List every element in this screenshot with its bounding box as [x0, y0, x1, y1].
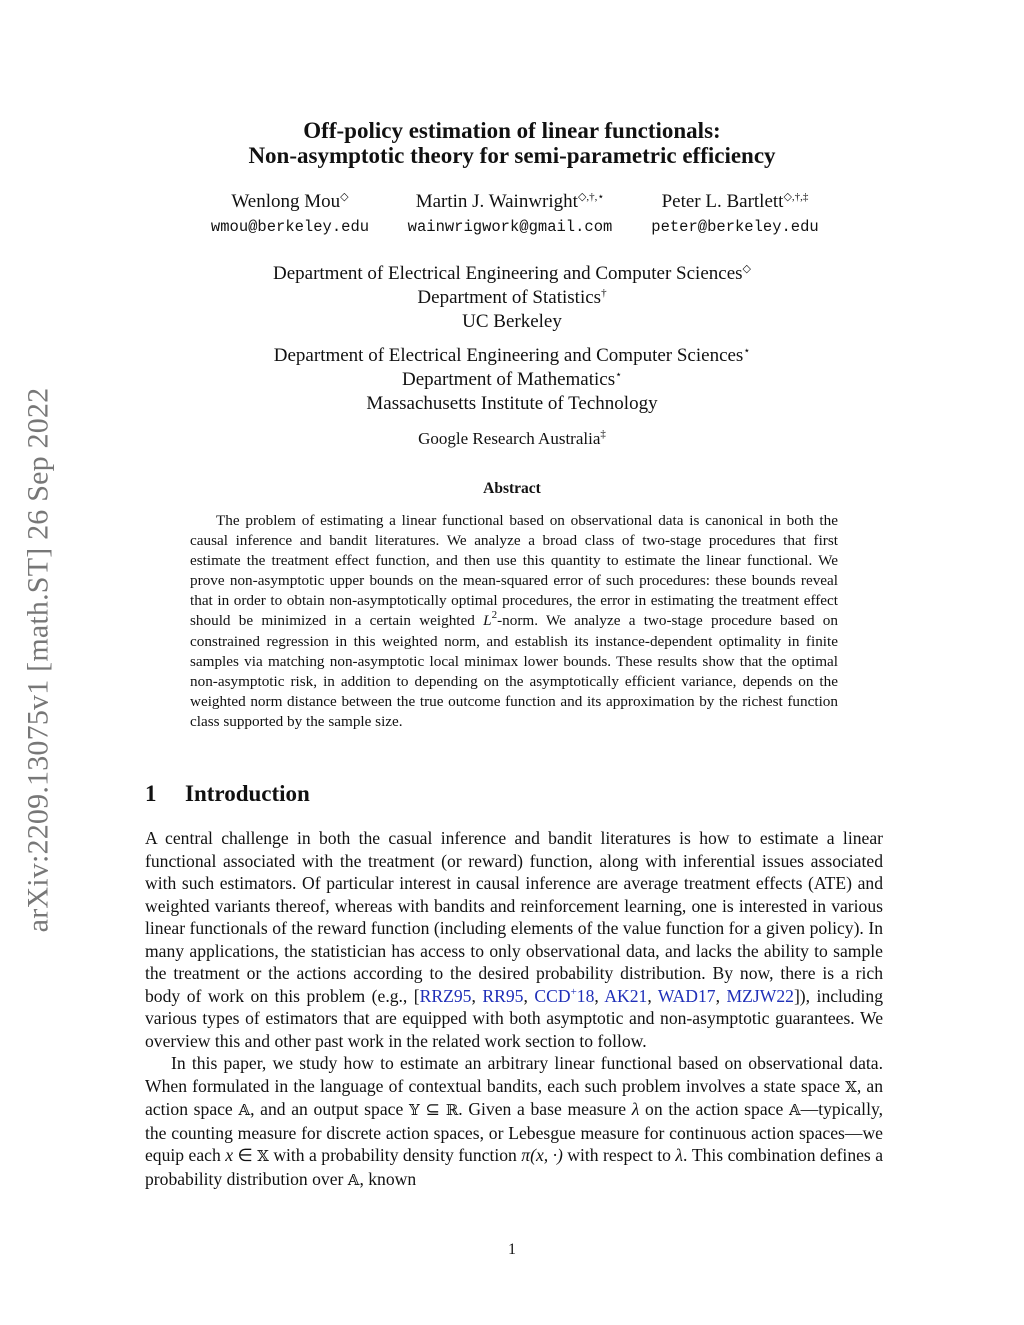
affiliation-line: Department of Electrical Engineering and Computer Sciences — [273, 345, 744, 366]
math-symbol-A: 𝔸 — [788, 1101, 801, 1119]
math-symbol-x: x — [225, 1145, 234, 1165]
citation-text: CCD — [534, 985, 571, 1006]
affiliation-line: Department of Mathematics — [401, 369, 616, 390]
abstract-part-2: -norm. We analyze a two-stage procedure based on constrained regression in this weighted norm, and establish its instance-dependent optimality in finite samples via matching non-asymptotic local minimax lower bounds. These results show that the optimal non-asymptotic risk, in addition to depending on the asymptotically efficient variance, depends on the weighted norm distance between the true outcome function and its approximation by the richest function class supported by the sample size. — [190, 612, 838, 730]
author-marks: ◇,†,⋆ — [577, 191, 605, 203]
intro-text: on the action space — [639, 1099, 789, 1119]
citation-link[interactable]: RR95 — [482, 985, 524, 1006]
norm-symbol: L — [483, 612, 492, 630]
section-heading — [145, 781, 310, 807]
intro-text: , known — [359, 1168, 417, 1189]
intro-text: . Given a base measure — [458, 1099, 632, 1119]
math-symbol-subseteq: ⊆ — [419, 1099, 446, 1119]
section-title: Introduction — [185, 781, 310, 806]
math-expression-pi: π(x, ·) — [521, 1145, 563, 1165]
author-name: Peter L. Bartlett — [661, 191, 784, 212]
affiliation-line: Department of Electrical Engineering and Computer Sciences — [272, 263, 743, 284]
affiliation-mark: † — [601, 287, 607, 299]
author-1 — [190, 191, 390, 237]
introduction-body — [145, 827, 883, 1191]
citation-link[interactable]: MZJW22 — [726, 985, 794, 1006]
author-name: Martin J. Wainwright — [415, 191, 578, 212]
author-3 — [630, 191, 840, 237]
section-number: 1 — [145, 781, 157, 806]
affiliation-mark: ⋆ — [615, 369, 623, 381]
intro-text: A central challenge in both the casual inference and bandit literatures is how to estimate a linear functional associated with the treatment (or reward) function, along with inferential issues associated with such estimators. Of particular interest in causal inference are average treatment effects (ATE) and weighted variants thereof, whereas with bandits and reinforcement learning, one is interested in various linear functionals of the reward function (including elements of the value function for a given policy). In many applications, the statistician has access to only observational data, and lacks the ability to sample the treatment or the actions according to the desired probability distribution. By now, there is a rich body of work on this problem (e.g., [ — [145, 828, 883, 1006]
affiliation-group-1 — [100, 262, 924, 334]
affiliation-line: UC Berkeley — [462, 311, 562, 332]
math-symbol-X: 𝕏 — [845, 1077, 857, 1096]
affiliation-group-2 — [100, 344, 924, 416]
author-email: wainwrigwork@gmail.com — [407, 218, 613, 236]
abstract-text — [190, 511, 838, 732]
math-symbol-A: 𝔸 — [347, 1170, 360, 1189]
intro-text: with a probability density function — [268, 1145, 522, 1165]
norm-exponent: 2 — [491, 609, 498, 622]
affiliation-group-3 — [100, 427, 924, 451]
arxiv-sidebar-stamp — [18, 335, 58, 985]
intro-text: —typically, the counting measure for discrete action spaces, or Lebesgue measure for continuous action spaces—we equip each — [145, 1099, 884, 1165]
citation-link[interactable]: WAD17 — [657, 985, 716, 1006]
citation-link[interactable]: AK21 — [604, 985, 648, 1006]
citation-year: 18 — [576, 985, 595, 1006]
affiliation-mark: ⋆ — [743, 345, 751, 357]
title-line-1: Off-policy estimation of linear functionals: — [303, 118, 721, 143]
math-symbol-R: ℝ — [445, 1101, 459, 1119]
paper-title — [100, 118, 924, 168]
page-number: 1 — [508, 1241, 516, 1258]
intro-text: In this paper, we study how to estimate an arbitrary linear functional based on observational data. When formulated in the language of contextual bandits, each such problem involves a state space — [145, 1053, 883, 1096]
arxiv-identifier: arXiv:2209.13075v1 [math.ST] 26 Sep 2022 — [21, 387, 54, 933]
intro-text: with respect to — [562, 1145, 676, 1165]
intro-paragraph-1: A central challenge in both the casual inference and bandit literatures is how to estimate a linear functional associated with the treatment (or reward) function, along with inferential issues associated with such estimators. Of particular interest in causal inference are average treatment effects (ATE) and weighted variants thereof, whereas with bandits and reinforcement learning, one is interested in various linear functionals of the reward function (including elements of the value function for a given policy). In many applications, the statistician has access to only observational data, and lacks the ability to sample the treatment or the actions according to the desired probability distribution. By now, there is a rich body of work on this problem (e.g., [RRZ95, RR95, CCD+18, AK21, WAD17, MZJW22]), including various types of estimators that are equipped with both asymptotic and non-asymptotic guarantees. We overview this and other past work in the related work section to follow. — [145, 828, 884, 1051]
citation-sup: + — [570, 985, 577, 998]
intro-text: . This combination defines a probability distribution over — [145, 1145, 884, 1189]
citation-link[interactable]: RRZ95 — [419, 985, 472, 1006]
affiliation-line: Department of Statistics — [417, 287, 602, 308]
abstract-part-1: The problem of estimating a linear functional based on observational data is canonical in both the causal inference and bandit literatures. We analyze a broad class of two-stage procedures that first estimate the treatment effect function, and then use this quantity to estimate the linear functional. We prove non-asymptotic upper bounds on the mean-squared error of such procedures: these bounds reveal that in order to obtain non-asymptotically optimal procedures, the error in estimating the treatment effect should be minimized in a certain weighted — [190, 512, 838, 630]
intro-text: , and an output space — [250, 1099, 409, 1119]
math-symbol-X: 𝕏 — [257, 1147, 269, 1165]
math-symbol-lambda: λ — [675, 1145, 684, 1165]
affiliation-mark: ◇ — [742, 263, 751, 275]
author-email: wmou@berkeley.edu — [210, 218, 370, 236]
math-symbol-A: 𝔸 — [238, 1101, 251, 1119]
author-email: peter@berkeley.edu — [651, 218, 819, 236]
affiliation-line: Google Research Australia — [418, 429, 601, 448]
author-2 — [385, 191, 635, 237]
math-symbol-lambda: λ — [631, 1099, 640, 1119]
affiliation-line: Massachusetts Institute of Technology — [366, 393, 658, 414]
author-marks: ◇ — [340, 191, 349, 203]
intro-text: ]), including various types of estimators that are equipped with both asymptotic and non-asymptotic guarantees. We overview this and other past work in the related work section to follow. — [145, 985, 884, 1051]
intro-text: , an action space — [145, 1075, 884, 1119]
math-symbol-in: ∈ — [233, 1145, 258, 1165]
affiliation-mark: ‡ — [600, 428, 606, 440]
author-marks: ◇,†,‡ — [783, 191, 809, 203]
citation-link[interactable] — [534, 986, 594, 1006]
author-name: Wenlong Mou — [231, 191, 341, 212]
intro-paragraph-2 — [145, 1052, 883, 1191]
abstract-heading: Abstract — [483, 480, 541, 497]
title-line-2: Non-asymptotic theory for semi-parametric efficiency — [248, 143, 776, 168]
math-symbol-Y: 𝕐 — [408, 1101, 420, 1119]
